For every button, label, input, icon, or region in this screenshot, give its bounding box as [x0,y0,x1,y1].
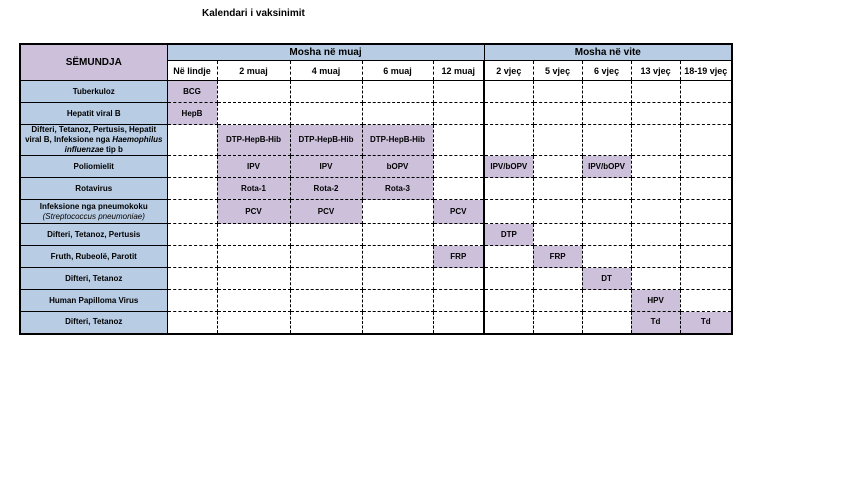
empty-cell [680,178,732,200]
empty-cell [362,81,433,103]
empty-cell [217,290,290,312]
column-header: 13 vjeç [631,61,680,81]
empty-cell [533,81,582,103]
column-header: 4 muaj [290,61,362,81]
disease-name: Difteri, Tetanoz [20,268,167,290]
empty-cell [290,268,362,290]
empty-cell [631,246,680,268]
empty-cell [484,81,533,103]
vaccine-cell: bOPV [362,156,433,178]
empty-cell [582,178,631,200]
vaccine-cell: HepB [167,103,217,125]
empty-cell [433,290,484,312]
empty-cell [484,178,533,200]
empty-cell [533,125,582,156]
empty-cell [484,312,533,334]
empty-cell [290,81,362,103]
table-row [20,200,732,224]
empty-cell [533,156,582,178]
table-row [20,246,732,268]
vaccine-cell: Rota-2 [290,178,362,200]
empty-cell [533,224,582,246]
empty-cell [631,178,680,200]
vaccine-cell: PCV [433,200,484,224]
empty-cell [484,290,533,312]
empty-cell [582,200,631,224]
empty-cell [167,268,217,290]
disease-name: Difteri, Tetanoz, Pertusis [20,224,167,246]
empty-cell [631,224,680,246]
empty-cell [484,200,533,224]
empty-cell [680,200,732,224]
empty-cell [582,290,631,312]
empty-cell [433,125,484,156]
vaccine-cell: DTP [484,224,533,246]
empty-cell [433,103,484,125]
vaccine-cell: DTP-HepB-Hib [362,125,433,156]
disease-name: Hepatit viral B [20,103,167,125]
table-row [20,268,732,290]
empty-cell [631,268,680,290]
empty-cell [217,81,290,103]
empty-cell [167,246,217,268]
table-row [20,312,732,334]
vaccine-cell: BCG [167,81,217,103]
vaccine-cell: FRP [533,246,582,268]
empty-cell [533,312,582,334]
empty-cell [217,246,290,268]
empty-cell [582,224,631,246]
disease-name: Tuberkuloz [20,81,167,103]
empty-cell [533,200,582,224]
column-header: 2 muaj [217,61,290,81]
empty-cell [433,224,484,246]
vaccine-cell: Td [680,312,732,334]
empty-cell [167,200,217,224]
vaccine-cell: Rota-3 [362,178,433,200]
column-header: Në lindje [167,61,217,81]
empty-cell [582,312,631,334]
empty-cell [167,290,217,312]
years-group-header: Mosha në vite [484,44,732,61]
table-row [20,156,732,178]
empty-cell [217,224,290,246]
empty-cell [217,312,290,334]
empty-cell [484,103,533,125]
empty-cell [533,178,582,200]
disease-name: Difteri, Tetanoz [20,312,167,334]
vaccine-cell: PCV [290,200,362,224]
vaccine-cell: FRP [433,246,484,268]
empty-cell [433,156,484,178]
empty-cell [167,312,217,334]
column-header: 18-19 vjeç [680,61,732,81]
vaccine-cell: DTP-HepB-Hib [217,125,290,156]
empty-cell [582,103,631,125]
empty-cell [582,246,631,268]
empty-cell [484,125,533,156]
vaccine-cell: IPV [290,156,362,178]
empty-cell [582,125,631,156]
vaccine-cell: DT [582,268,631,290]
disease-name: Human Papilloma Virus [20,290,167,312]
disease-name: Poliomielit [20,156,167,178]
empty-cell [533,268,582,290]
empty-cell [290,103,362,125]
vaccine-cell: PCV [217,200,290,224]
empty-cell [167,156,217,178]
vaccine-cell: DTP-HepB-Hib [290,125,362,156]
empty-cell [290,290,362,312]
empty-cell [362,103,433,125]
vaccine-cell: HPV [631,290,680,312]
column-header: 2 vjeç [484,61,533,81]
empty-cell [362,200,433,224]
empty-cell [631,200,680,224]
empty-cell [484,268,533,290]
empty-cell [362,246,433,268]
page-title: Kalendari i vaksinimit [202,8,305,19]
column-header: 12 muaj [433,61,484,81]
table-row [20,125,732,156]
empty-cell [533,103,582,125]
empty-cell [680,290,732,312]
table-row [20,81,732,103]
disease-column-header: SËMUNDJA [20,44,167,81]
empty-cell [217,103,290,125]
empty-cell [680,246,732,268]
table-row [20,103,732,125]
table-row [20,224,732,246]
empty-cell [484,246,533,268]
disease-name: Fruth, Rubeolë, Parotit [20,246,167,268]
empty-cell [362,312,433,334]
column-header: 6 vjeç [582,61,631,81]
empty-cell [290,246,362,268]
empty-cell [167,178,217,200]
column-header: 6 muaj [362,61,433,81]
empty-cell [217,268,290,290]
empty-cell [631,81,680,103]
empty-cell [167,224,217,246]
empty-cell [167,125,217,156]
empty-cell [680,81,732,103]
vaccine-cell: IPV/bOPV [582,156,631,178]
empty-cell [362,290,433,312]
empty-cell [680,224,732,246]
empty-cell [631,156,680,178]
disease-name: Infeksione nga pneumokoku (Streptococcus pneumoniae) [20,200,167,224]
disease-name: Rotavirus [20,178,167,200]
empty-cell [290,312,362,334]
empty-cell [680,156,732,178]
empty-cell [680,103,732,125]
months-group-header: Mosha në muaj [167,44,484,61]
empty-cell [362,268,433,290]
empty-cell [290,224,362,246]
empty-cell [433,81,484,103]
vaccination-schedule-table [19,43,733,335]
table-row [20,290,732,312]
column-header: 5 vjeç [533,61,582,81]
empty-cell [533,290,582,312]
empty-cell [680,125,732,156]
vaccine-cell: IPV [217,156,290,178]
empty-cell [582,81,631,103]
vaccine-cell: Td [631,312,680,334]
empty-cell [362,224,433,246]
vaccine-cell: Rota-1 [217,178,290,200]
disease-name: Difteri, Tetanoz, Pertusis, Hepatit viral B, Infeksione nga Haemophilus influenzae tip b [20,125,167,156]
empty-cell [433,178,484,200]
empty-cell [433,268,484,290]
empty-cell [680,268,732,290]
vaccine-cell: IPV/bOPV [484,156,533,178]
empty-cell [631,125,680,156]
table-row [20,178,732,200]
empty-cell [433,312,484,334]
empty-cell [631,103,680,125]
